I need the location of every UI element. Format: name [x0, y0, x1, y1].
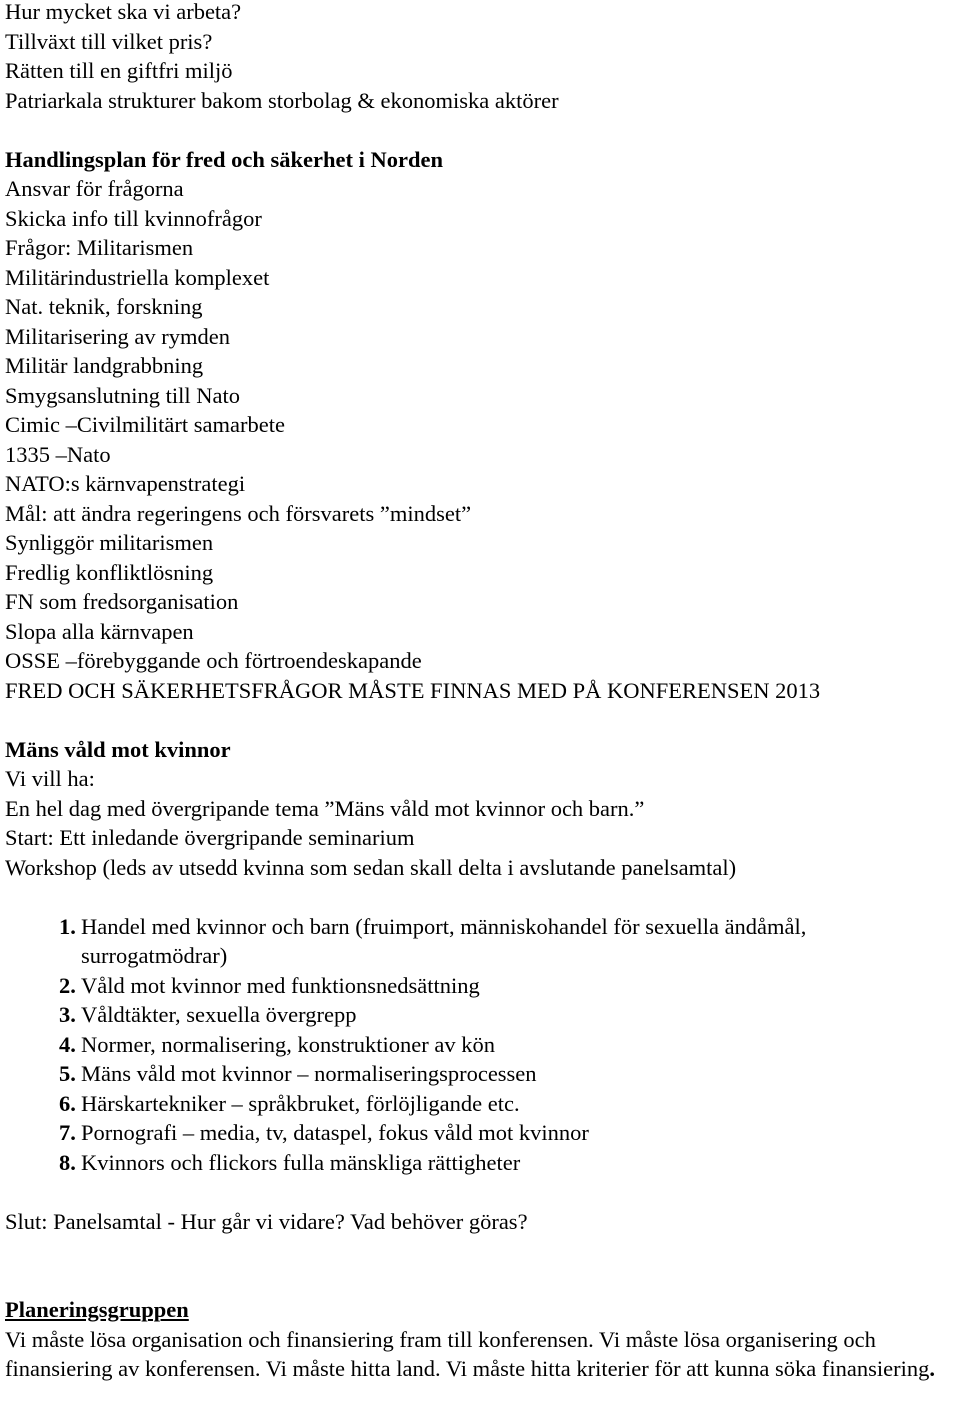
topic-number-text: 8. — [59, 1149, 76, 1175]
peace-line: Frågor: Militarismen — [5, 235, 194, 260]
topic-number-text: 5. — [59, 1061, 76, 1086]
topic-text: Våld mot kvinnor med funktionsnedsättning — [81, 972, 480, 998]
planning-final-period: . — [929, 1356, 935, 1381]
topic-list — [5, 912, 960, 1178]
peace-line: Militarisering av rymden — [5, 323, 230, 349]
topic-number — [5, 1089, 81, 1119]
topic-number — [5, 1059, 81, 1089]
topic-item — [5, 1059, 960, 1089]
spacer — [5, 705, 960, 735]
peace-line: Fredlig konfliktlösning — [5, 559, 214, 585]
violence-line: Start: Ett inledande övergripande seminarium — [5, 825, 415, 850]
peace-line: Synliggör militarismen — [5, 530, 214, 555]
intro-section — [5, 0, 960, 115]
peace-line: Militär landgrabbning — [5, 353, 204, 378]
spacer — [5, 882, 960, 912]
topic-text: Normer, normalisering, konstruktioner av kön — [81, 1031, 496, 1057]
peace-line: Slopa alla kärnvapen — [5, 618, 194, 644]
peace-line: Ansvar för frågorna — [5, 176, 184, 201]
peace-line: Militärindustriella komplexet — [5, 264, 270, 290]
planning-text: Vi måste lösa organisation och finansiering fram till konferensen. Vi måste lösa organisering och finansiering av konferensen. Vi måste hitta land. Vi måste hitta kriterier för att kunna söka finansiering — [5, 1326, 930, 1381]
peace-line: Nat. teknik, forskning — [5, 294, 203, 319]
topic-number — [5, 1118, 81, 1148]
violence-line: Workshop (leds av utsedd kvinna som sedan skall delta i avslutande panelsamtal) — [5, 854, 737, 880]
topic-number-text: 7. — [59, 1120, 76, 1145]
topic-number — [5, 971, 81, 1001]
violence-line: Vi vill ha: — [5, 766, 95, 791]
closing-line: Slut: Panelsamtal - Hur går vi vidare? Vad behöver göras? — [5, 1208, 528, 1234]
violence-heading: Mäns våld mot kvinnor — [5, 736, 231, 762]
spacer — [5, 1177, 960, 1207]
planning-section — [5, 1295, 960, 1384]
violence-section — [5, 735, 960, 1237]
peace-line: FN som fredsorganisation — [5, 589, 239, 614]
topic-item — [5, 1000, 960, 1030]
topic-item — [5, 971, 960, 1001]
topic-number-text: 4. — [59, 1031, 76, 1057]
peace-line: Mål: att ändra regeringens och försvarets ”mindset” — [5, 500, 472, 526]
spacer — [5, 115, 960, 145]
topic-number-text: 2. — [59, 972, 76, 998]
peace-line: Skicka info till kvinnofrågor — [5, 205, 262, 231]
peace-line: Smygsanslutning till Nato — [5, 382, 241, 408]
topic-text: Mäns våld mot kvinnor – normaliseringsprocessen — [81, 1061, 537, 1086]
peace-section — [5, 145, 960, 706]
topic-number — [5, 1148, 81, 1178]
intro-line: Tillväxt till vilket pris? — [5, 28, 213, 54]
topic-text: Härskartekniker – språkbruket, förlöjligande etc. — [81, 1090, 520, 1116]
intro-line: Rätten till en giftfri miljö — [5, 58, 233, 83]
planning-heading: Planeringsgruppen — [5, 1297, 189, 1322]
topic-number-text: 3. — [59, 1002, 76, 1027]
topic-item — [5, 1118, 960, 1148]
topic-text: Pornografi – media, tv, dataspel, fokus våld mot kvinnor — [81, 1120, 589, 1145]
violence-line: En hel dag med övergripande tema ”Mäns våld mot kvinnor och barn.” — [5, 795, 645, 821]
peace-line: NATO:s kärnvapenstrategi — [5, 471, 246, 496]
topic-number — [5, 912, 81, 971]
topic-text: Våldtäkter, sexuella övergrepp — [81, 1002, 357, 1027]
peace-line: FRED OCH SÄKERHETSFRÅGOR MÅSTE FINNAS MED PÅ KONFERENSEN 2013 — [5, 677, 821, 703]
topic-number-text: 1. — [59, 913, 76, 939]
planning-paragraph — [5, 1325, 960, 1384]
topic-number — [5, 1000, 81, 1030]
topic-item — [5, 1089, 960, 1119]
peace-line: OSSE –förebyggande och förtroendeskapande — [5, 648, 422, 673]
spacer — [5, 1266, 960, 1296]
topic-number-text: 6. — [59, 1090, 76, 1116]
topic-item — [5, 1030, 960, 1060]
spacer — [5, 1236, 960, 1266]
topic-text: Kvinnors och flickors fulla mänskliga rättigheter — [81, 1149, 521, 1175]
peace-line: 1335 –Nato — [5, 441, 111, 467]
intro-line: Patriarkala strukturer bakom storbolag & ekonomiska aktörer — [5, 87, 559, 113]
topic-item — [5, 1148, 960, 1178]
topic-text: Handel med kvinnor och barn (fruimport, människohandel för sexuella ändåmål, surrogatmödrar) — [81, 913, 807, 968]
peace-heading: Handlingsplan för fred och säkerhet i Norden — [5, 146, 443, 172]
topic-item — [5, 912, 960, 971]
peace-line: Cimic –Civilmilitärt samarbete — [5, 412, 285, 437]
topic-number — [5, 1030, 81, 1060]
intro-line: Hur mycket ska vi arbeta? — [5, 0, 242, 24]
